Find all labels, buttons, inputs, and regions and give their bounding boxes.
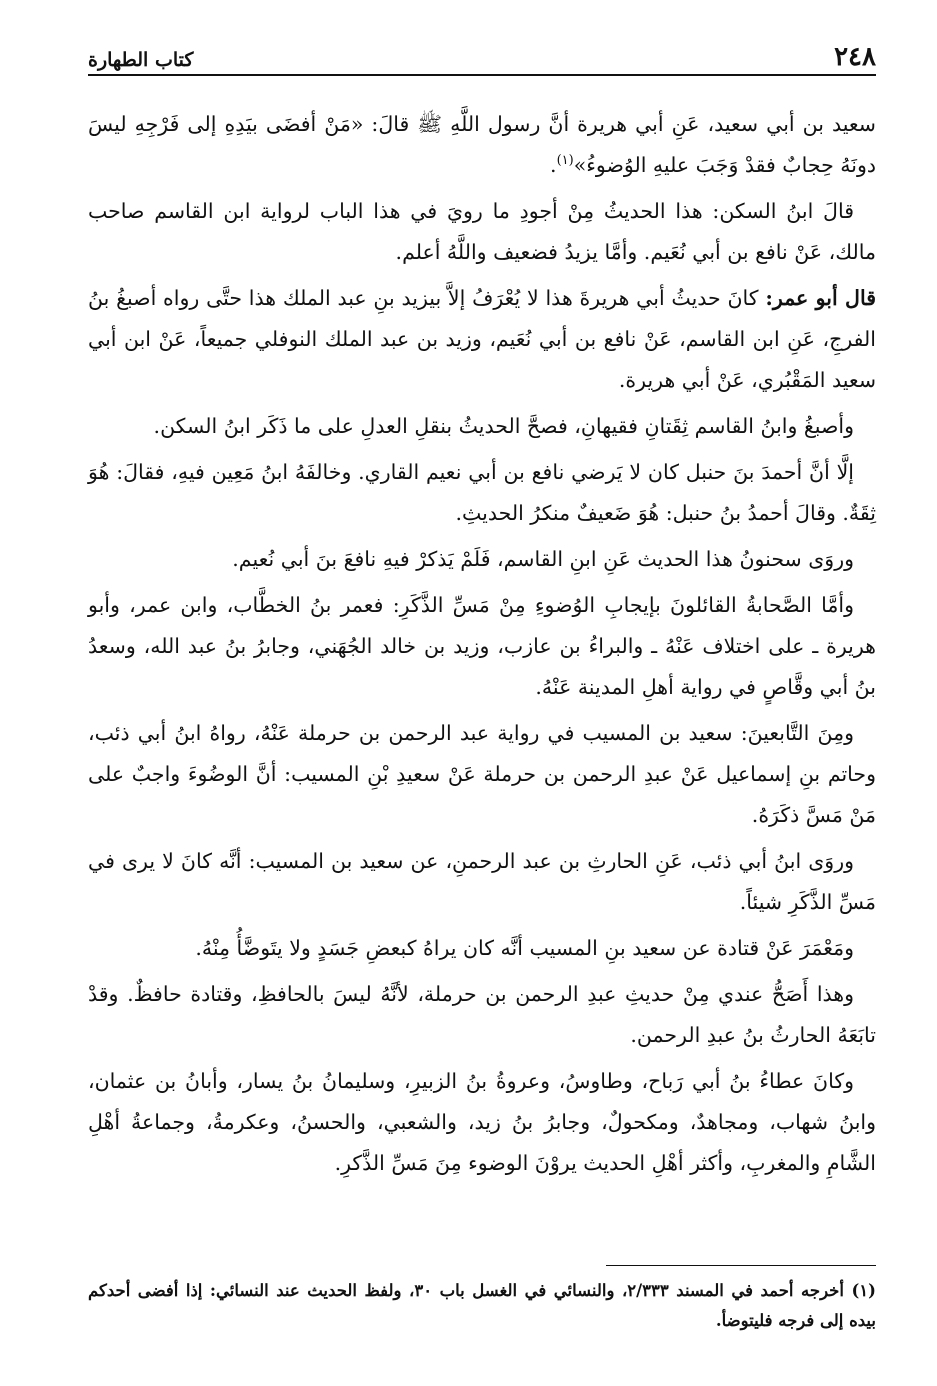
- paragraph: [88, 406, 876, 447]
- paragraph-text: وأصبغُ وابنُ القاسم ثِقَتانِ فقيهانِ، فصحَّ الحديثُ بنقلِ العدلِ على ما ذَكَر ابنُ السكن.: [153, 414, 854, 438]
- paragraph: [88, 974, 876, 1056]
- paragraph: [88, 452, 876, 534]
- main-text: [88, 104, 876, 1184]
- paragraph-text: وأمَّا الصَّحابةُ القائلونَ بإيجابِ الوُضوءِ مِنْ مَسِّ الذَّكَرِ: فعمر بنُ الخطَّاب، وابن عمر، وأبو هريرة ـ على اختلاف عَنْهُ ـ والبراءُ بن عازب، وزيد بن خالد الجُهَني، وجابرُ بنُ عبد الله، وسعدُ بنُ أبي وقَّاصٍ في رواية أهلِ المدينة عَنْهُ.: [88, 593, 876, 699]
- paragraph-text: ومِنَ التَّابعينَ: سعيد بن المسيب في رواية عبد الرحمن بن حرملة عَنْهُ، رواهُ ابنُ أبي ذئب، وحاتم بنِ إسماعيل عَنْ عبدِ الرحمن بن حرملة عَنْ سعيدِ بْنِ المسيب: أنَّ الوضُوءَ واجبٌ على مَنْ مَسَّ ذكَرَهُ.: [88, 721, 876, 827]
- paragraph-text: قالَ ابنُ السكن: هذا الحديثُ مِنْ أجودِ ما رويَ في هذا الباب لرواية ابن القاسم صاحب مالك، عَنْ نافع بن أبي نُعَيم. وأمَّا يزيدُ فضعيف واللَّهُ أعلم.: [88, 199, 876, 264]
- footnote-divider: [606, 1265, 876, 1266]
- paragraph: [88, 841, 876, 923]
- footnote-reference: (١): [556, 153, 574, 169]
- paragraph-text: وروَى سحنونُ هذا الحديث عَنِ ابنِ القاسم، فَلَمْ يَذكرْ فيهِ نافعَ بنَ أبي نُعيم.: [232, 547, 854, 571]
- paragraph-text: إلَّا أنَّ أحمدَ بنَ حنبل كان لا يَرضي نافع بن أبي نعيم القاري. وخالفَهُ ابنُ مَعِين فيهِ، فقالَ: هُوَ ثِقَةٌ. وقالَ أحمدُ بنُ حنبل: هُوَ ضَعيفٌ منكرُ الحديثِ.: [88, 460, 876, 525]
- paragraph: [88, 585, 876, 708]
- page-header: [88, 32, 876, 76]
- book-page: [88, 32, 876, 1352]
- paragraph: [88, 713, 876, 836]
- paragraph: [88, 539, 876, 580]
- paragraph: [88, 278, 876, 401]
- paragraph: [88, 104, 876, 186]
- paragraph-lead: قال أبو عمر:: [765, 286, 876, 310]
- paragraph-text: سعيد بن أبي سعيد، عَنِ أبي هريرة أنَّ رسول اللَّهِ ﷺ قالَ: «مَنْ أفضَى بيَدِهِ إلى فَرْجِهِ ليسَ دونَهُ حِجابٌ فقدْ وَجَبَ عليهِ الوُضوءُ»: [88, 112, 876, 177]
- paragraph-text: وكانَ عطاءُ بنُ أبي رَباح، وطاوسُ، وعروةُ بنُ الزبيرِ، وسليمانُ بنُ يسار، وأبانُ بن عثمان، وابنُ شهاب، ومجاهدٌ، ومكحولٌ، وجابرُ بنُ زيد، والشعبي، والحسنُ، وعكرمةُ، وجماعةُ أهْلِ الشَّامِ والمغربِ، وأكثر أهْلِ الحديث يروْنَ الوضوء مِنَ مَسِّ الذَّكرِ.: [88, 1069, 876, 1175]
- footnote: (١) أخرجه أحمد في المسند ٢/٣٣٣، والنسائي في الغسل باب ٣٠، ولفظ الحديث عند النسائي: إذا أفضى أحدكم بيده إلى فرجه فليتوضأ.: [88, 1281, 876, 1330]
- paragraph-tail: .: [550, 153, 557, 177]
- book-title: كتاب الطهارة: [88, 49, 194, 71]
- paragraph: [88, 191, 876, 273]
- paragraph: [88, 1061, 876, 1184]
- paragraph-text: وهذا أَصَحُّ عندي مِنْ حديثِ عبدِ الرحمن بن حرملة، لأنَّهُ ليسَ بالحافظِ، وقتادة حافظٌ. وقدْ تابَعَهُ الحارثُ بنُ عبدِ الرحمن.: [88, 982, 876, 1047]
- paragraph: [88, 928, 876, 969]
- page-number: ٢٤٨: [834, 42, 876, 72]
- paragraph-text: ومَعْمَرَ عَنْ قتادة عن سعيد بنِ المسيب أنَّه كان يراهُ كبعضِ جَسَدٍ ولا يتَوضَّأُ مِنْهُ.: [195, 936, 854, 960]
- paragraph-text: وروَى ابنُ أبي ذئب، عَنِ الحارثِ بن عبد الرحمنِ، عن سعيد بن المسيب: أنَّه كانَ لا يرى في مَسِّ الذَّكَرِ شيئاً.: [88, 849, 876, 914]
- paragraph-text: كانَ حديثُ أبي هريرةَ هذا لا يُعْرَفُ إلاَّ بيزيد بنِ عبد الملك هذا حتَّى رواه أصبغُ بنُ الفرجِ، عَنِ ابن القاسم، عَنْ نافع بن أبي نُعَيم، وزيد بن عبد الملك النوفلي جميعاً، عَنْ ابن أبي سعيد المَقْبُري، عَنْ أبي هريرة.: [88, 286, 876, 392]
